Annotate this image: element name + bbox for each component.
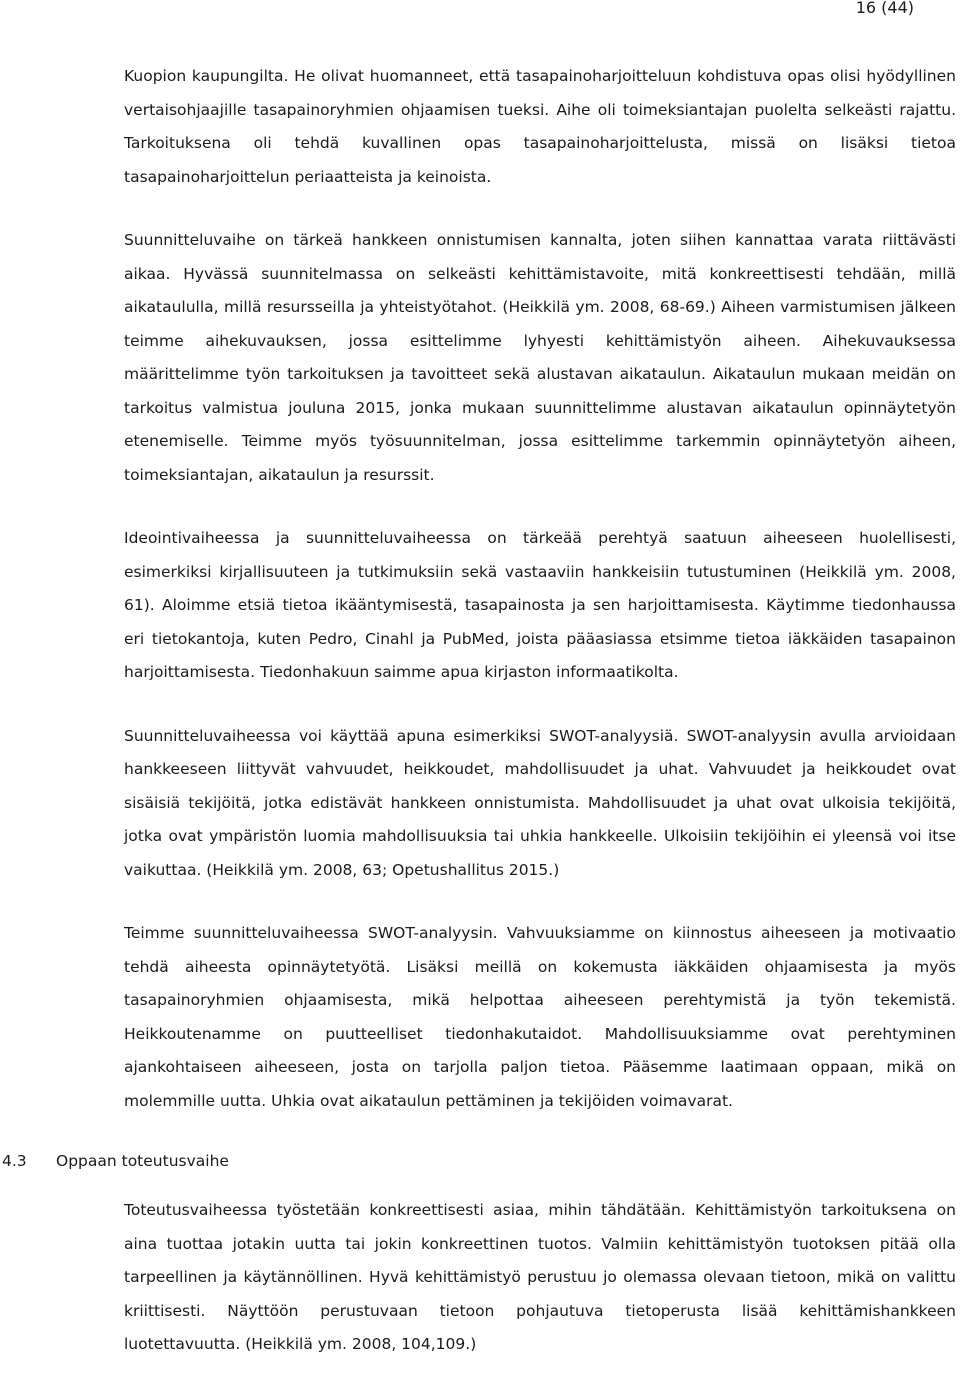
page-number: 16 (44)	[855, 0, 914, 17]
paragraph-spacer	[124, 887, 956, 917]
paragraph-planning-phase: Suunnitteluvaihe on tärkeä hankkeen onnistumisen kannalta, joten siihen kannattaa varata riittävästi aikaa. Hyvässä suunnitelmassa on selkeästi kehittämistavoite, mitä konkreettisesti tehdään, millä aikataululla, millä resursseilla ja yhteistyötahot. (Heikkilä ym. 2008, 68-69.) Aiheen varmistumisen jälkeen teimme aihekuvauksen, jossa esittelimme lyhyesti kehittämistyön aiheen. Aihekuvauksessa määrittelimme työn tarkoituksen ja tavoitteet sekä alustavan aikataulun. Aikataulun mukaan meidän on tarkoitus valmistua jouluna 2015, jonka mukaan suunnittelimme alustavan aikataulun opinnäytetyön etenemiselle. Teimme myös työsuunnitelman, jossa esittelimme tarkemmin opinnäytetyön aiheen, toimeksiantajan, aikataulun ja resurssit.	[124, 231, 956, 484]
section-heading	[2, 1136, 956, 1194]
paragraph-ideation: Ideointivaiheessa ja suunnitteluvaiheessa on tärkeää perehtyä saatuun aiheeseen huolellisesti, esimerkiksi kirjallisuuteen ja tutkimuksiin sekä vastaaviin hankkeisiin tutustuminen (Heikkilä ym. 2008, 61). Aloimme etsiä tietoa ikääntymisestä, tasapainosta ja sen harjoittamisesta. Käytimme tiedonhaussa eri tietokantoja, kuten Pedro, Cinahl ja PubMed, joista pääasiassa etsimme tietoa iäkkäiden tasapainon harjoittamisesta. Tiedonhakuun saimme apua kirjaston informaatikolta.	[124, 529, 956, 681]
paragraph-spacer	[124, 492, 956, 522]
paragraph-intro: Kuopion kaupungilta. He olivat huomanneet, että tasapainoharjoitteluun kohdistuva opas olisi hyödyllinen vertaisohjaajille tasapainoryhmien ohjaamisen tueksi. Aihe oli toimeksiantajan puolelta selkeästi rajattu. Tarkoituksena oli tehdä kuvallinen opas tasapainoharjoittelusta, missä on lisäksi tietoa tasapainoharjoittelun periaatteista ja keinoista.	[124, 67, 956, 186]
paragraph-swot-intro: Suunnitteluvaiheessa voi käyttää apuna esimerkiksi SWOT-analyysiä. SWOT-analyysin avulla arvioidaan hankkeeseen liittyvät vahvuudet, heikkoudet, mahdollisuudet ja uhat. Vahvuudet ja heikkoudet ovat sisäisiä tekijöitä, jotka edistävät hankkeen onnistumista. Mahdollisuudet ja uhat ovat ulkoisia tekijöitä, jotka ovat ympäristön luomia mahdollisuuksia tai uhkia hankkeelle. Ulkoisiin tekijöihin ei yleensä voi itse vaikuttaa. (Heikkilä ym. 2008, 63; Opetushallitus 2015.)	[124, 726, 956, 879]
document-body	[2, 60, 956, 1362]
paragraph-spacer	[124, 194, 956, 224]
paragraph-implementation: Toteutusvaiheessa työstetään konkreettisesti asiaa, mihin tähdätään. Kehittämistyön tarkoituksena on aina tuottaa jotakin uutta tai jokin konkreettinen tuotos. Valmiin kehittämistyön tuotoksen pitää olla tarpeellinen ja käytännöllinen. Hyvä kehittämistyö perustuu jo olemassa olevaan tietoon, mikä on valittu kriittisesti. Näyttöön perustuvaan tietoon pohjautuva tietoperusta lisää kehittämishankkeen luotettavuutta. (Heikkilä ym. 2008, 104,109.)	[124, 1201, 956, 1353]
paragraph-swot-analysis: Teimme suunnitteluvaiheessa SWOT-analyysin. Vahvuuksiamme on kiinnostus aiheeseen ja motivaatio tehdä aiheesta opinnäytetyötä. Lisäksi meillä on kokemusta iäkkäiden ohjaamisesta ja myös tasapainoryhmien ohjaamisesta, mikä helpottaa aiheeseen perehtymistä ja työn tekemistä. Heikkoutenamme on puutteelliset tiedonhakutaidot. Mahdollisuuksiamme ovat perehtyminen ajankohtaiseen aiheeseen, josta on tarjolla paljon tietoa. Pääsemme laatimaan oppaan, mikä on molemmille uutta. Uhkia ovat aikataulun pettäminen ja tekijöiden voimavarat.	[124, 924, 956, 1110]
section-number: 4.3	[2, 1152, 27, 1170]
section-title: Oppaan toteutusvaihe	[56, 1152, 229, 1170]
paragraph-spacer	[124, 690, 956, 720]
